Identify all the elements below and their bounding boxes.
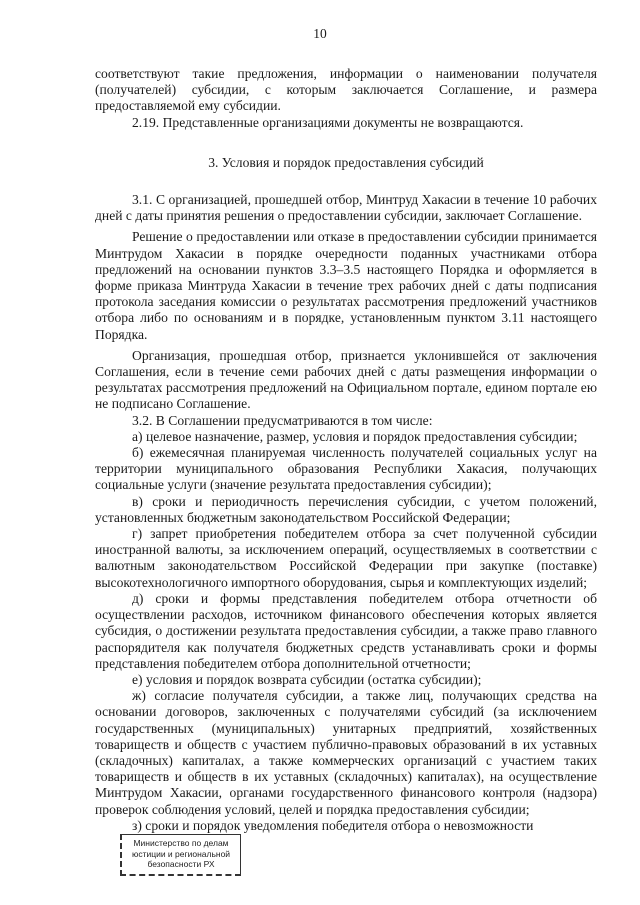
page-number: 10 [313,26,327,41]
list-item-b: б) ежемесячная планируемая численность получателей социальных услуг на территории муниципального образования Республики Хакасия, получающих социальные услуги (значение результата предоставления субсидии); [95,445,597,493]
paragraph-continuation: соответствуют такие предложения, информации о наименовании получателя (получателей) субсидии, с которым заключается Соглашение, и размера предоставляемой ему субсидии. [95,66,597,114]
paragraph-evasion: Организация, прошедшая отбор, признается уклонившейся от заключения Соглашения, если в течение семи рабочих дней с даты размещения информации о результатах рассмотрения предложений на Официальном портале, едином портале ею не подписано Соглашение. [95,347,597,412]
stamp-line: Министерство по делам [133,838,229,848]
document-body [95,66,597,834]
paragraph-decision: Решение о предоставлении или отказе в предоставлении субсидии принимается Минтрудом Хакасии в порядке очередности поданных участниками отбора предложений на основании пунктов 3.3–3.5 настоящего Порядка и оформляется в форме приказа Минтруда Хакасии в течение трех рабочих дней с даты подписания протокола заседания комиссии о результатах рассмотрения предложений участников отбора либо по основаниям и в порядке, установленным пунктом 3.11 настоящего Порядка. [95,229,597,342]
section-heading: 3. Условия и порядок предоставления субсидий [208,154,484,170]
list-item-zh: ж) согласие получателя субсидии, а также лиц, получающих средства на основании договоров, заключенных с получателями субсидий (за исключением государственных (муниципальных) унитарных предприятий, хозяйственных товариществ и обществ с участием публично-правовых образований в их уставных (складочных) капиталах, а также коммерческих организаций с участием таких товариществ и обществ в их уставных (складочных) капиталах), на осуществление Минтрудом Хакасии, органами государственного финансового контроля (надзора) проверок соблюдения условий, целей и порядка предоставления субсидии; [95,688,597,817]
list-item-e: е) условия и порядок возврата субсидии (остатка субсидии); [132,671,482,687]
list-item-a: а) целевое назначение, размер, условия и порядок предоставления субсидии; [132,428,578,444]
list-item-v: в) сроки и периодичность перечисления субсидии, с учетом положений, установленных бюджетным законодательством Российской Федерации; [95,493,597,525]
registration-stamp [120,834,241,876]
list-item-g: г) запрет приобретения победителем отбора за счет полученной субсидии иностранной валюты, за исключением операций, осуществляемых в соответствии с валютным законодательством Российской Федерации при закупке (поставке) высокотехнологичного импортного оборудования, сырья и комплектующих изделий; [95,526,597,590]
stamp-line: безопасности РХ [147,859,215,869]
paragraph-3-2: 3.2. В Соглашении предусматриваются в том числе: [132,412,433,428]
stamp-line: юстиции и региональной [131,848,231,859]
list-item-z: з) сроки и порядок уведомления победителя отбора о невозможности [132,817,534,833]
paragraph-2-19: 2.19. Представленные организациями документы не возвращаются. [132,114,524,130]
list-item-d: д) сроки и формы представления победителем отбора отчетности об осуществлении расходов, источником финансового обеспечения которых является субсидия, о достижении результата предоставления субсидии, а также право главного распорядителя как получателя бюджетных средств устанавливать сроки и формы представления победителем отбора дополнительной отчетности; [95,590,597,671]
paragraph-3-1: 3.1. С организацией, прошедшей отбор, Минтруд Хакасии в течение 10 рабочих дней с даты принятия решения о предоставлении субсидии, заключает Соглашение. [95,192,597,224]
